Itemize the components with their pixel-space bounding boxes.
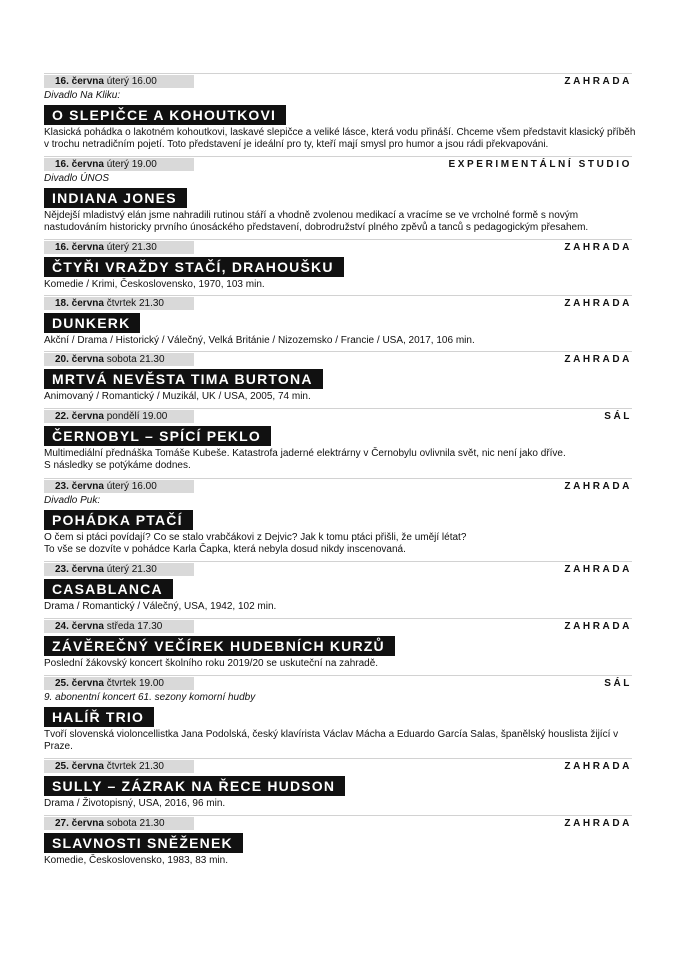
- event-title: O SLEPIČCE A KOHOUTKOVI: [44, 105, 286, 125]
- event-header: [44, 73, 632, 88]
- event-description: Multimediální přednáška Tomáše Kubeše. Katastrofa jaderné elektrárny v Černobylu ovlivnila svět, nic není jako dříve. S následky se potýkáme dodnes.: [44, 448, 566, 471]
- event-header: [44, 618, 632, 633]
- date-bar: [44, 297, 194, 310]
- date-bar: [44, 158, 194, 171]
- event-header: [44, 156, 632, 171]
- event-entry: [44, 295, 632, 347]
- event-venue: ZAHRADA: [564, 818, 632, 829]
- event-time: úterý 16.00: [106, 481, 157, 492]
- event-date: 27. června: [55, 818, 104, 829]
- event-description: Klasická pohádka o lakotném kohoutkovi, laskavé slepičce a veliké lásce, která vodu přináší. Chceme všem představit klasický příběh v trochu netradičním pojetí. Toto představení je ideální pro ty, kteří mají smysl pro humor a jsou rádi překvapováni.: [44, 127, 636, 150]
- date-bar: [44, 760, 194, 773]
- event-entry: [44, 351, 632, 403]
- event-date: 18. června: [55, 298, 104, 309]
- event-date: 22. června: [55, 411, 104, 422]
- event-organizer: 9. abonentní koncert 61. sezony komorní hudby: [44, 692, 256, 703]
- event-description: Akční / Drama / Historický / Válečný, Velká Británie / Nizozemsko / Francie / USA, 2017, 106 min.: [44, 335, 475, 346]
- event-time: sobota 21.30: [106, 354, 165, 365]
- event-entry: [44, 239, 632, 291]
- event-venue: ZAHRADA: [564, 298, 632, 309]
- event-venue: ZAHRADA: [564, 761, 632, 772]
- event-venue: EXPERIMENTÁLNÍ STUDIO: [448, 159, 632, 170]
- event-description: Tvoří slovenská violoncellistka Jana Podolská, český klavírista Václav Mácha a Eduardo García Salas, španělský houslista žijící v Praze.: [44, 729, 619, 752]
- event-venue: ZAHRADA: [564, 564, 632, 575]
- event-time: pondělí 19.00: [106, 411, 168, 422]
- event-date: 23. června: [55, 481, 104, 492]
- event-description: Komedie, Československo, 1983, 83 min.: [44, 855, 228, 866]
- date-bar: [44, 563, 194, 576]
- event-title: ČERNOBYL – SPÍCÍ PEKLO: [44, 426, 271, 446]
- event-title: INDIANA JONES: [44, 188, 187, 208]
- event-time: středa 17.30: [106, 621, 163, 632]
- event-description: Animovaný / Romantický / Muzikál, UK / USA, 2005, 74 min.: [44, 391, 311, 402]
- event-venue: ZAHRADA: [564, 242, 632, 253]
- event-venue: ZAHRADA: [564, 354, 632, 365]
- event-venue: ZAHRADA: [564, 481, 632, 492]
- event-title: CASABLANCA: [44, 579, 173, 599]
- event-time: úterý 21.30: [106, 242, 157, 253]
- event-title: DUNKERK: [44, 313, 140, 333]
- event-entry: [44, 758, 632, 810]
- event-venue: SÁL: [604, 678, 632, 689]
- event-entry: [44, 561, 632, 613]
- event-date: 16. června: [55, 76, 104, 87]
- event-title: SULLY – ZÁZRAK NA ŘECE HUDSON: [44, 776, 345, 796]
- event-venue: ZAHRADA: [564, 621, 632, 632]
- event-title: MRTVÁ NEVĚSTA TIMA BURTONA: [44, 369, 323, 389]
- event-description: Drama / Životopisný, USA, 2016, 96 min.: [44, 798, 226, 809]
- event-date: 16. června: [55, 159, 104, 170]
- event-date: 25. června: [55, 678, 104, 689]
- event-time: čtvrtek 21.30: [106, 761, 164, 772]
- date-bar: [44, 241, 194, 254]
- event-date: 16. června: [55, 242, 104, 253]
- event-time: úterý 21.30: [106, 564, 157, 575]
- event-venue: ZAHRADA: [564, 76, 632, 87]
- event-date: 24. června: [55, 621, 104, 632]
- event-description: O čem si ptáci povídají? Co se stalo vrabčákovi z Dejvic? Jak k tomu ptáci přišli, že umějí létat? To vše se dozvíte v pohádce Karla Čapka, která nebyla dosud nikdy inscenovaná.: [44, 532, 467, 555]
- event-entry: [44, 815, 632, 867]
- event-header: [44, 815, 632, 830]
- event-header: [44, 295, 632, 310]
- date-bar: [44, 353, 194, 366]
- event-title: ČTYŘI VRAŽDY STAČÍ, DRAHOUŠKU: [44, 257, 344, 277]
- event-venue: SÁL: [604, 411, 632, 422]
- event-header: [44, 675, 632, 690]
- date-bar: [44, 620, 194, 633]
- event-description: Drama / Romantický / Válečný, USA, 1942, 102 min.: [44, 601, 277, 612]
- event-description: Poslední žákovský koncert školního roku 2019/20 se uskuteční na zahradě.: [44, 658, 379, 669]
- event-header: [44, 408, 632, 423]
- event-entry: [44, 618, 632, 670]
- event-entry: [44, 478, 632, 556]
- event-header: [44, 561, 632, 576]
- date-bar: [44, 75, 194, 88]
- event-entry: [44, 675, 632, 753]
- date-bar: [44, 677, 194, 690]
- event-description: Nějdejší mladistvý elán jsme nahradili rutinou stáří a vhodně zvolenou medikací a vracíme se ve vrcholné formě s novým nastudováním historicky prvního únosáckého představení, dobrodružství plného zpěvů a tanců s pedagogickým přesahem.: [44, 210, 589, 233]
- event-organizer: Divadlo Na Kliku:: [44, 90, 121, 101]
- event-header: [44, 239, 632, 254]
- event-header: [44, 478, 632, 493]
- event-title: SLAVNOSTI SNĚŽENEK: [44, 833, 243, 853]
- date-bar: [44, 480, 194, 493]
- event-title: HALÍŘ TRIO: [44, 707, 154, 727]
- event-date: 20. června: [55, 354, 104, 365]
- event-title: ZÁVĚREČNÝ VEČÍREK HUDEBNÍCH KURZŮ: [44, 636, 395, 656]
- event-title: POHÁDKA PTAČÍ: [44, 510, 193, 530]
- date-bar: [44, 817, 194, 830]
- event-time: úterý 16.00: [106, 76, 157, 87]
- event-entry: [44, 408, 632, 472]
- event-entry: [44, 156, 632, 234]
- event-entry: [44, 73, 636, 151]
- event-time: úterý 19.00: [106, 159, 157, 170]
- date-bar: [44, 410, 194, 423]
- event-time: sobota 21.30: [106, 818, 165, 829]
- event-organizer: Divadlo Puk:: [44, 495, 101, 506]
- event-time: čtvrtek 21.30: [106, 298, 164, 309]
- event-header: [44, 351, 632, 366]
- event-description: Komedie / Krimi, Československo, 1970, 103 min.: [44, 279, 265, 290]
- event-date: 23. června: [55, 564, 104, 575]
- event-time: čtvrtek 19.00: [106, 678, 164, 689]
- event-header: [44, 758, 632, 773]
- event-date: 25. června: [55, 761, 104, 772]
- event-organizer: Divadlo ÚNOS: [44, 173, 110, 184]
